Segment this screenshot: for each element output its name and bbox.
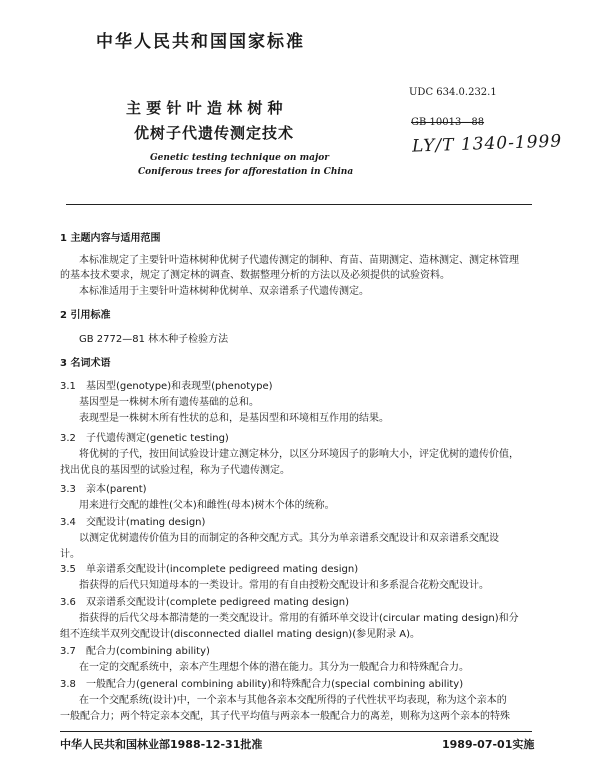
term-title: 亲本(parent) <box>86 484 147 495</box>
term-number: 3.8 <box>60 679 76 690</box>
term-number: 3.4 <box>60 517 76 528</box>
section-1-title: 1 主题内容与适用范围 <box>60 233 161 244</box>
term-3-6-def1: 指获得的后代父母本都清楚的一类交配设计。常用的有循环单交设计(circular mating design)和分 <box>79 613 519 624</box>
footer-rule <box>60 731 532 732</box>
section-1-para1-line2: 的基本技术要求，规定了测定林的调查、数据整理分析的方法以及必须提供的试验资料。 <box>60 270 450 281</box>
section-3-title: 3 名词术语 <box>60 358 111 369</box>
term-title: 配合力(combining ability) <box>86 646 210 657</box>
term-3-4-def1: 以测定优树遗传价值为目的而制定的各种交配方式。其分为单亲谱系交配设计和双亲谱系交配设 <box>79 533 499 544</box>
term-3-2-def2: 找出优良的基因型的试验过程，称为子代遗传测定。 <box>60 465 290 476</box>
term-3-1-heading <box>60 380 273 393</box>
header-rule <box>66 204 532 205</box>
term-title: 交配设计(mating design) <box>86 517 206 528</box>
term-3-5-heading <box>60 563 358 576</box>
section-1-para1-line1: 本标准规定了主要针叶造林树种优树子代遗传测定的制种、育苗、苗期测定、造林测定、测定林管理 <box>79 255 519 266</box>
term-number: 3.1 <box>60 381 76 392</box>
term-3-1-def2: 表现型是一株树木所有性状的总和，是基因型和环境相互作用的结果。 <box>79 413 389 424</box>
term-title: 双亲谱系交配设计(complete pedigreed mating design) <box>86 597 349 608</box>
term-title: 子代遗传测定(genetic testing) <box>86 433 229 444</box>
term-3-3-def1: 用来进行交配的雄性(父本)和雌性(母本)树木个体的统称。 <box>79 500 335 511</box>
english-title-line1: Genetic testing technique on major <box>150 153 329 163</box>
term-3-4-def2: 计。 <box>60 549 80 560</box>
standard-org-title: 中华人民共和国国家标准 <box>96 32 305 52</box>
term-title: 单亲谱系交配设计(incomplete pedigreed mating design) <box>86 564 359 575</box>
udc-code: UDC 634.0.232.1 <box>409 87 497 98</box>
english-title-line2: Coniferous trees for afforestation in China <box>138 167 354 177</box>
term-3-5-def1: 指获得的后代只知道母本的一类设计。常用的有自由授粉交配设计和多系混合花粉交配设计。 <box>79 580 489 591</box>
section-2-title: 2 引用标准 <box>60 310 111 321</box>
term-title: 基因型(genotype)和表现型(phenotype) <box>86 381 273 392</box>
term-3-7-heading <box>60 645 210 658</box>
term-3-3-heading <box>60 483 147 496</box>
new-standard-code: LY/T 1340-1999 <box>411 131 563 157</box>
section-2-reference: GB 2772—81 林木种子检验方法 <box>79 334 229 345</box>
term-3-4-heading <box>60 516 205 529</box>
implementation-date: 1989-07-01实施 <box>442 738 535 751</box>
term-number: 3.2 <box>60 433 76 444</box>
term-3-8-def1: 在一个交配系统(设计)中，一个亲本与其他各亲本交配所得的子代性状平均表现，称为这个亲本的 <box>79 695 507 706</box>
term-number: 3.7 <box>60 646 76 657</box>
term-3-2-heading <box>60 432 229 445</box>
term-3-1-def1: 基因型是一株树木所有遗传基础的总和。 <box>79 397 259 408</box>
term-number: 3.5 <box>60 564 76 575</box>
term-title: 一般配合力(general combining ability)和特殊配合力(special combining ability) <box>86 679 464 690</box>
old-standard-code: GB 10013—88 <box>411 117 485 128</box>
standard-title-line2: 优树子代遗传测定技术 <box>134 124 295 142</box>
term-3-8-heading <box>60 678 463 691</box>
term-3-6-heading <box>60 596 349 609</box>
term-3-6-def2: 组不连续半双列交配设计(disconnected diallel mating design)(参见附录 A)。 <box>60 629 421 640</box>
term-3-2-def1: 将优树的子代，按田间试验设计建立测定林分，以区分环境因子的影响大小，评定优树的遗传价值， <box>79 449 519 460</box>
term-number: 3.6 <box>60 597 76 608</box>
term-number: 3.3 <box>60 484 76 495</box>
standard-title-line1: 主 要 针 叶 造 林 树 种 <box>126 99 283 117</box>
term-3-7-def1: 在一定的交配系统中，亲本产生理想个体的潜在能力。其分为一般配合力和特殊配合力。 <box>79 662 469 673</box>
term-3-8-def2: 一般配合力；两个特定亲本交配，其子代平均值与两亲本一般配合力的离差，则称为这两个亲本的特殊 <box>60 711 510 722</box>
section-1-para2: 本标准适用于主要针叶造林树种优树单、双亲谱系子代遗传测定。 <box>79 286 369 297</box>
approval-note: 中华人民共和国林业部1988-12-31批准 <box>60 738 263 751</box>
